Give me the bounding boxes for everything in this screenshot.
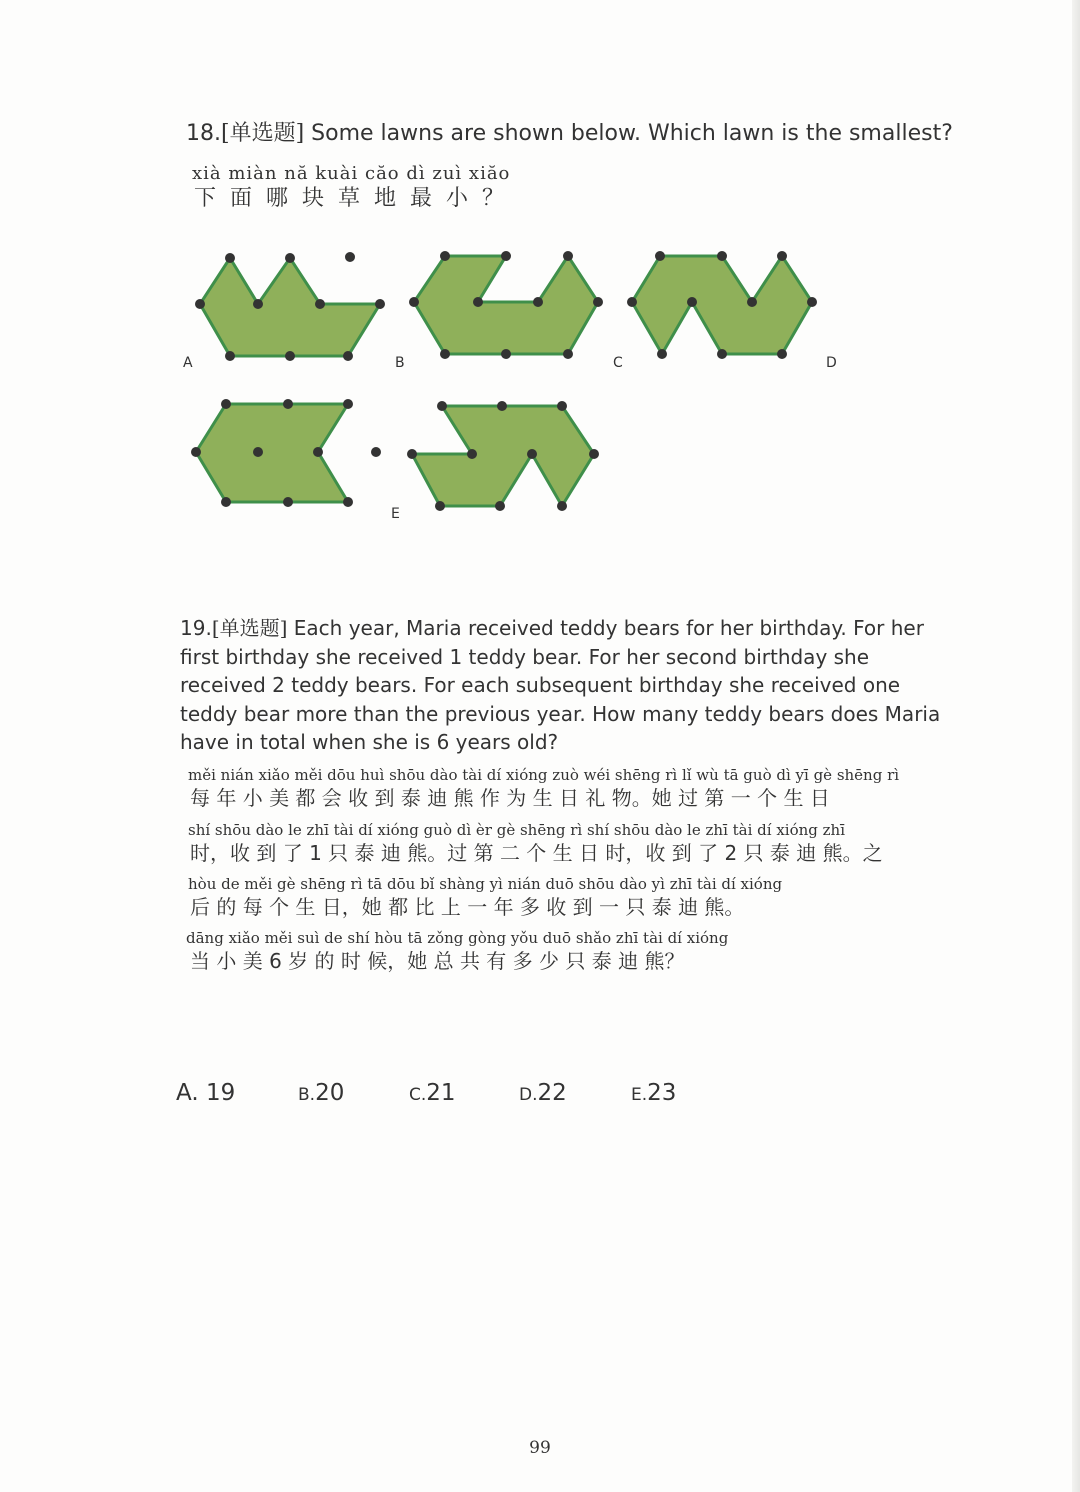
- choice-a[interactable]: [176, 1080, 235, 1106]
- choice-d-letter: D.: [519, 1085, 538, 1105]
- choice-a-value: 19: [205, 1080, 236, 1106]
- q18-pinyin: xià miàn nă kuài căo dì zuì xiăo: [192, 163, 511, 184]
- q19-hanzi-4: 当 小 美 6 岁 的 时 候，她 总 共 有 多 少 只 泰 迪 熊？: [190, 949, 685, 973]
- q19-hanzi-3: 后 的 每 个 生 日，她 都 比 上 一 年 多 收 到 一 只 泰 迪 熊。: [190, 895, 745, 919]
- q19-pinyin-3: hòu de měi gè shēng rì tā dōu bǐ shàng yì nián duō shōu dào yì zhī tài dí xióng: [188, 875, 783, 893]
- lawn-c: [627, 251, 817, 359]
- choice-b-value: 20: [315, 1080, 345, 1106]
- q18-tag: [单选题]: [221, 121, 305, 146]
- lawn-d: [191, 399, 381, 507]
- q19-number: 19.: [180, 616, 212, 640]
- choice-c-letter: C.: [409, 1085, 427, 1105]
- q19-hanzi-2: 时，收 到 了 1 只 泰 迪 熊。过 第 二 个 生 日 时，收 到 了 2 只 泰 迪 熊。之: [190, 841, 883, 865]
- q19-pinyin-4: dāng xiǎo měi suì de shí hòu tā zǒng gòng yǒu duō shǎo zhī tài dí xióng: [186, 929, 729, 947]
- choice-d-value: 22: [537, 1080, 567, 1106]
- q19-pinyin-1: měi nián xiǎo měi dōu huì shōu dào tài dí xióng zuò wéi shēng rì lǐ wù tā guò dì yī gè shēng rì: [188, 766, 900, 784]
- choice-e[interactable]: [631, 1080, 676, 1106]
- choice-e-letter: E.: [631, 1085, 648, 1105]
- lawn-a: [195, 252, 385, 361]
- choice-a-letter: A.: [176, 1080, 199, 1106]
- choice-d[interactable]: [519, 1080, 567, 1106]
- q18-number: 18.: [186, 121, 221, 146]
- q18-hanzi: 下面哪块草地最小？: [194, 186, 519, 211]
- q19-text: Each year, Maria received teddy bears for her birthday. For her first birthday she received 1 teddy bear. For her second birthday she received 2 teddy bears. For each subsequent birthday she received one teddy bear more than the previous year. How many teddy bears does Maria have in total when she is 6 years old?: [180, 616, 941, 755]
- q19-body: [180, 614, 960, 757]
- label-c: C: [613, 355, 623, 371]
- choice-b[interactable]: [298, 1080, 344, 1106]
- q18-text: Some lawns are shown below. Which lawn is the smallest?: [311, 121, 953, 146]
- lawn-figures: [0, 0, 1080, 600]
- lawn-b: [409, 251, 603, 359]
- page-number: 99: [529, 1438, 551, 1458]
- label-a: A: [183, 355, 193, 371]
- label-b: B: [395, 355, 405, 371]
- q19-tag: [单选题]: [211, 616, 288, 640]
- lawn-e: [407, 401, 599, 511]
- choice-b-letter: B.: [298, 1085, 316, 1105]
- label-d: D: [826, 355, 837, 371]
- q19-pinyin-2: shí shōu dào le zhī tài dí xióng guò dì èr gè shēng rì shí shōu dào le zhī tài dí xióng zhī: [188, 821, 846, 839]
- q19-hanzi-1: 每 年 小 美 都 会 收 到 泰 迪 熊 作 为 生 日 礼 物。她 过 第 一 个 生 日: [190, 786, 830, 810]
- choice-c-value: 21: [426, 1080, 456, 1106]
- label-e: E: [391, 506, 400, 522]
- choice-e-value: 23: [647, 1080, 677, 1106]
- choice-c[interactable]: [409, 1080, 456, 1106]
